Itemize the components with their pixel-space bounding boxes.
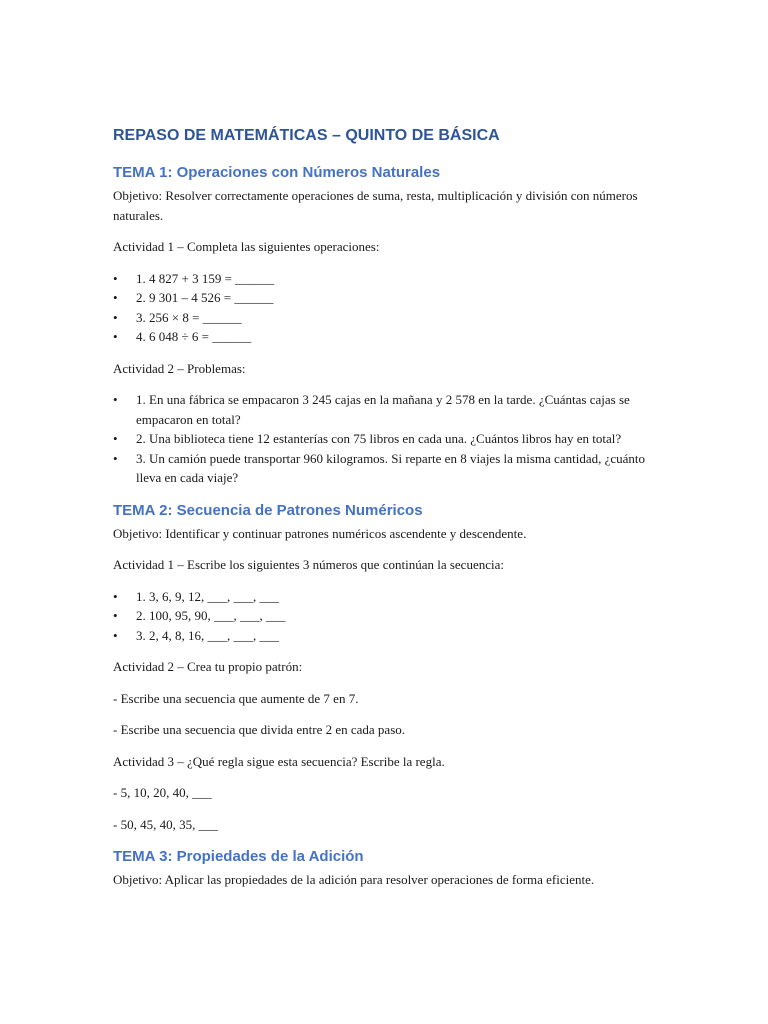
- tema2-objective: Objetivo: Identificar y continuar patrones numéricos ascendente y descendente.: [113, 525, 527, 541]
- list-item: • 2. Una biblioteca tiene 12 estanterías con 75 libros en cada una. ¿Cuántos libros hay en total?: [113, 429, 673, 449]
- list-item: • 1. 4 827 + 3 159 = ______: [113, 269, 673, 289]
- tema1-activity2-label: Actividad 2 – Problemas:: [113, 360, 246, 376]
- list-item: • 4. 6 048 ÷ 6 = ______: [113, 327, 673, 347]
- tema2-heading: TEMA 2: Secuencia de Patrones Numéricos: [113, 501, 423, 519]
- list-item: • 3. 256 × 8 = ______: [113, 308, 673, 328]
- document-body: [113, 125, 673, 902]
- tema2-activity1-list: [113, 587, 673, 646]
- tema2-activity1-label: Actividad 1 – Escribe los siguientes 3 números que continúan la secuencia:: [113, 557, 504, 572]
- tema1-activity1-label: Actividad 1 – Completa las siguientes operaciones:: [113, 239, 380, 254]
- list-item: • 1. 3, 6, 9, 12, ___, ___, ___: [113, 587, 673, 607]
- tema2-activity2-label: Actividad 2 – Crea tu propio patrón:: [113, 659, 303, 674]
- tema2-activity3-label: Actividad 3 – ¿Qué regla sigue esta secuencia? Escribe la regla.: [113, 753, 445, 769]
- list-item: • 1. En una fábrica se empacaron 3 245 cajas en la mañana y 2 578 en la tarde. ¿Cuántas cajas se empacaron en total?: [113, 390, 673, 429]
- tema1-activity1-list: [113, 269, 673, 347]
- document-title: REPASO DE MATEMÁTICAS – QUINTO DE BÁSICA: [113, 127, 500, 144]
- tema2-activity2-line1: - Escribe una secuencia que aumente de 7 en 7.: [113, 690, 359, 706]
- tema2-activity3-line2: - 50, 45, 40, 35, ___: [113, 816, 219, 832]
- list-item: • 2. 9 301 – 4 526 = ______: [113, 288, 673, 308]
- tema1-heading: TEMA 1: Operaciones con Números Naturales: [113, 164, 441, 181]
- tema3-objective: Objetivo: Aplicar las propiedades de la adición para resolver operaciones de forma eficiente.: [113, 872, 595, 887]
- tema2-activity2-line2: - Escribe una secuencia que divida entre 2 en cada paso.: [113, 722, 406, 737]
- list-item: • 2. 100, 95, 90, ___, ___, ___: [113, 606, 673, 626]
- tema2-activity3-line1: - 5, 10, 20, 40, ___: [113, 785, 212, 800]
- tema3-heading: TEMA 3: Propiedades de la Adición: [113, 848, 364, 865]
- list-item: • 3. Un camión puede transportar 960 kilogramos. Si reparte en 8 viajes la misma cantidad, ¿cuánto lleva en cada viaje?: [113, 449, 673, 488]
- tema1-activity2-list: [113, 390, 673, 488]
- list-item: • 3. 2, 4, 8, 16, ___, ___, ___: [113, 626, 673, 646]
- tema1-objective: Objetivo: Resolver correctamente operaciones de suma, resta, multiplicación y división con números naturales.: [113, 188, 638, 223]
